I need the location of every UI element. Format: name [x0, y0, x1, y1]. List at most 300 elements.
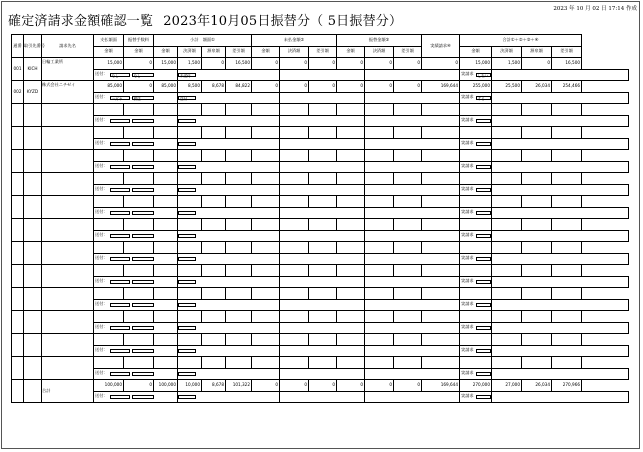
cell-v3a [154, 173, 178, 185]
blank-g4 [280, 299, 365, 311]
send-label: 送付： [95, 186, 108, 192]
cell-v5c [394, 311, 422, 323]
blank-g5 [365, 161, 460, 173]
col-g3: 小計 額面① [154, 35, 252, 47]
status-area [178, 185, 279, 196]
cell-v7a [460, 357, 492, 369]
blank-g7 [492, 115, 629, 127]
cell-v3b [178, 357, 202, 369]
cell-v2 [124, 104, 154, 116]
request-label: 実請求 [461, 209, 474, 215]
cell-v1 [94, 219, 124, 231]
table-row [12, 288, 629, 300]
cell-v2 [124, 311, 154, 323]
table-row-sub [12, 161, 629, 173]
col-g7-tax: 源泉額 [522, 46, 552, 58]
cell-v5a [337, 265, 365, 277]
request-area [460, 392, 491, 403]
row-no [12, 219, 24, 242]
row-code [24, 334, 42, 357]
status-area [178, 254, 279, 265]
cell-v6 [422, 357, 460, 369]
cell-v3a [154, 150, 178, 162]
request-area [460, 93, 491, 104]
request-label: 実請求 [461, 370, 474, 376]
row-code [24, 127, 42, 150]
delivery-box [132, 119, 154, 124]
cell-v2 [124, 334, 154, 346]
request-label: 実請求 [461, 347, 474, 353]
send-cell [94, 115, 178, 127]
send-area [94, 392, 177, 403]
request-box [476, 326, 491, 331]
cell-v4a [252, 242, 280, 254]
blank-g7 [492, 184, 629, 196]
blank-g7 [492, 161, 629, 173]
cell-v3c [202, 357, 226, 369]
cell-v5b [365, 334, 394, 346]
send-status-cell [178, 276, 280, 288]
row-code [24, 219, 42, 242]
cell-v4c [309, 357, 337, 369]
send-method-box [110, 303, 130, 308]
row-name: 株式会社ニチゼイ [42, 81, 94, 104]
cell-v7d [552, 127, 582, 139]
cell-v5c [394, 334, 422, 346]
cell-v6 [422, 288, 460, 300]
send-label: 送付： [95, 209, 108, 215]
cell-v5c: 0 [394, 58, 422, 70]
cell-v7d [552, 311, 582, 323]
cell-v5b [365, 104, 394, 116]
send-status-box [178, 280, 196, 285]
cell-v7b [492, 196, 522, 208]
cell-v6 [422, 311, 460, 323]
col-no: 通番 [12, 35, 24, 58]
row-name [42, 334, 94, 357]
blank-g5 [365, 69, 460, 81]
status-area [178, 70, 279, 81]
cell-v5c [394, 196, 422, 208]
table-row-sub [12, 322, 629, 334]
cell-v5b [365, 242, 394, 254]
cell-v7d [552, 219, 582, 231]
cell-v1 [94, 311, 124, 323]
cell-v3a: 15,000 [154, 58, 178, 70]
cell-v4c: 0 [309, 81, 337, 93]
row-no [12, 334, 24, 357]
table-row-sub [12, 230, 629, 242]
cell-v5c: 0 [394, 380, 422, 392]
cell-v4a [252, 334, 280, 346]
cell-v3a [154, 104, 178, 116]
request-area [460, 162, 491, 173]
cell-v4a: 0 [252, 81, 280, 93]
cell-v3b [178, 334, 202, 346]
send-label: 送付： [95, 94, 108, 100]
delivery-box: 郵送 [132, 96, 154, 101]
cell-v4b [280, 357, 309, 369]
delivery-box [132, 234, 154, 239]
send-status-cell [178, 391, 280, 403]
send-status-cell [178, 184, 280, 196]
request-box [476, 280, 491, 285]
cell-v4c [309, 334, 337, 346]
cell-v4a [252, 311, 280, 323]
cell-v6 [422, 334, 460, 346]
request-cell [460, 230, 492, 242]
send-label: 送付： [95, 71, 108, 77]
blank-g4 [280, 253, 365, 265]
cell-v7a [460, 288, 492, 300]
table-row [12, 173, 629, 185]
cell-v4c [309, 311, 337, 323]
row-code [24, 104, 42, 127]
table-row [12, 242, 629, 254]
cell-v4b [280, 311, 309, 323]
delivery-box [132, 395, 154, 400]
delivery-box [132, 165, 154, 170]
row-code [24, 173, 42, 196]
table-row [12, 150, 629, 162]
blank-g5 [365, 184, 460, 196]
col-g2: 振替手数料 [124, 35, 154, 47]
blank-g7 [492, 253, 629, 265]
request-box [476, 211, 491, 216]
blank-g7 [492, 69, 629, 81]
send-area [94, 254, 177, 265]
delivery-box [132, 349, 154, 354]
request-label: 実請求 [461, 278, 474, 284]
cell-v4c [309, 196, 337, 208]
send-status-box: 未送付 [178, 73, 196, 78]
row-name [42, 265, 94, 288]
request-box [476, 188, 491, 193]
row-name [42, 357, 94, 380]
request-label: 実請求 [461, 94, 474, 100]
table-row [12, 127, 629, 139]
cell-v5c [394, 288, 422, 300]
send-method-box [110, 211, 130, 216]
cell-v5b [365, 311, 394, 323]
cell-v7d: 16,500 [552, 58, 582, 70]
cell-v7c [522, 288, 552, 300]
cell-v1 [94, 288, 124, 300]
cell-v4b [280, 127, 309, 139]
cell-v7a [460, 127, 492, 139]
cell-v4c [309, 288, 337, 300]
cell-v4b [280, 334, 309, 346]
title-main: 確定済請求金額確認一覧 [8, 14, 154, 29]
request-cell [460, 391, 492, 403]
table-row [12, 311, 629, 323]
col-g4-fee: 決済額 [280, 46, 309, 58]
cell-v5b: 0 [365, 380, 394, 392]
row-code [24, 380, 42, 403]
cell-v3c: 8,678 [202, 380, 226, 392]
cell-v5c [394, 104, 422, 116]
cell-v3b: 1,500 [178, 58, 202, 70]
blank-g7 [492, 345, 629, 357]
send-method-box [110, 372, 130, 377]
cell-v5a [337, 127, 365, 139]
cell-v2 [124, 288, 154, 300]
request-cell [460, 253, 492, 265]
request-area [460, 300, 491, 311]
row-no: 001 [12, 58, 24, 81]
cell-v3d [226, 219, 252, 231]
send-cell [94, 207, 178, 219]
cell-v3d [226, 288, 252, 300]
cell-v5c [394, 265, 422, 277]
cell-v7c [522, 242, 552, 254]
row-no [12, 265, 24, 288]
cell-v3c [202, 242, 226, 254]
cell-v3c [202, 334, 226, 346]
cell-v5c [394, 357, 422, 369]
cell-v5a [337, 150, 365, 162]
cell-v3d [226, 265, 252, 277]
col-g3-tax: 源泉額 [202, 46, 226, 58]
row-no: 002 [12, 81, 24, 104]
row-code: KICH [24, 58, 42, 81]
cell-v3b [178, 150, 202, 162]
cell-v5a [337, 288, 365, 300]
send-method-box [110, 257, 130, 262]
cell-v6 [422, 196, 460, 208]
row-code [24, 242, 42, 265]
col-seikyu: 実績請求④ [422, 35, 460, 58]
cell-v3d [226, 173, 252, 185]
send-area [94, 116, 177, 127]
cell-v3c: 0 [202, 58, 226, 70]
cell-v7b [492, 127, 522, 139]
request-label: 実請求 [461, 117, 474, 123]
cell-v4a: 0 [252, 380, 280, 392]
send-method-box [110, 234, 130, 239]
request-cell [460, 276, 492, 288]
cell-v4a [252, 196, 280, 208]
request-area [460, 208, 491, 219]
cell-v1 [94, 196, 124, 208]
request-label: 実請求 [461, 393, 474, 399]
cell-v3d [226, 127, 252, 139]
table-row-sub [12, 299, 629, 311]
cell-v7a [460, 104, 492, 116]
send-method-box [110, 142, 130, 147]
cell-v1: 15,000 [94, 58, 124, 70]
send-area [94, 300, 177, 311]
cell-v7a [460, 196, 492, 208]
request-label: 実請求 [461, 140, 474, 146]
cell-v1: 100,000 [94, 380, 124, 392]
cell-v7d [552, 242, 582, 254]
send-status-cell [178, 138, 280, 150]
send-status-cell [178, 322, 280, 334]
table-row [12, 58, 629, 70]
send-area [94, 70, 177, 81]
cell-v7d [552, 357, 582, 369]
blank-g4 [280, 161, 365, 173]
send-method-box [110, 280, 130, 285]
request-area [460, 369, 491, 380]
request-label: 実請求 [461, 163, 474, 169]
blank-g4 [280, 230, 365, 242]
cell-v7c [522, 265, 552, 277]
send-status-box [178, 188, 196, 193]
cell-v5c [394, 219, 422, 231]
cell-v7a [460, 334, 492, 346]
blank-g5 [365, 253, 460, 265]
col-g1-amount: 金額 [94, 46, 124, 58]
row-code: KYZD [24, 81, 42, 104]
blank-g4 [280, 276, 365, 288]
send-area [94, 369, 177, 380]
row-code [24, 288, 42, 311]
send-label: 送付： [95, 301, 108, 307]
cell-v1 [94, 127, 124, 139]
send-label: 送付： [95, 232, 108, 238]
table-row [12, 219, 629, 231]
request-box [476, 395, 491, 400]
cell-v3c [202, 150, 226, 162]
send-area [94, 162, 177, 173]
send-method-box [110, 326, 130, 331]
cell-v1: 85,000 [94, 81, 124, 93]
cell-v3b [178, 104, 202, 116]
col-g5-net: 差引額 [394, 46, 422, 58]
send-area [94, 185, 177, 196]
status-area [178, 208, 279, 219]
row-name [42, 127, 94, 150]
cell-v3a [154, 242, 178, 254]
cell-v7c [522, 311, 552, 323]
send-cell [94, 299, 178, 311]
cell-v4a [252, 104, 280, 116]
cell-v3a: 85,000 [154, 81, 178, 93]
cell-v3b [178, 173, 202, 185]
row-name [42, 173, 94, 196]
cell-v4a [252, 150, 280, 162]
send-method-box [110, 395, 130, 400]
request-cell [460, 345, 492, 357]
blank-g7 [492, 207, 629, 219]
cell-v4a [252, 219, 280, 231]
cell-v4c [309, 104, 337, 116]
cell-v7b [492, 150, 522, 162]
cell-v4c: 0 [309, 380, 337, 392]
send-label: 送付： [95, 324, 108, 330]
send-status-box [178, 372, 196, 377]
cell-v2 [124, 150, 154, 162]
cell-v7b [492, 104, 522, 116]
cell-v5a: 0 [337, 380, 365, 392]
cell-v4b [280, 219, 309, 231]
row-name [42, 196, 94, 219]
row-no [12, 357, 24, 380]
row-name [42, 104, 94, 127]
request-box [476, 303, 491, 308]
status-area [178, 323, 279, 334]
cell-v4a [252, 265, 280, 277]
cell-v7a [460, 242, 492, 254]
col-g5-fee: 決済額 [365, 46, 394, 58]
cell-v3d [226, 334, 252, 346]
cell-v7d [552, 104, 582, 116]
send-method-box: なし [110, 73, 130, 78]
cell-v5b [365, 265, 394, 277]
cell-v5b [365, 219, 394, 231]
blank-g7 [492, 391, 629, 403]
send-status-box [178, 326, 196, 331]
cell-v2 [124, 242, 154, 254]
cell-v7d [552, 334, 582, 346]
cell-v1 [94, 357, 124, 369]
table-row [12, 104, 629, 116]
cell-v1 [94, 150, 124, 162]
status-area [178, 231, 279, 242]
table-row [12, 196, 629, 208]
request-cell [460, 207, 492, 219]
total-label: 合計 [42, 380, 94, 403]
request-area [460, 185, 491, 196]
cell-v7a [460, 150, 492, 162]
cell-v6 [422, 242, 460, 254]
request-box [476, 372, 491, 377]
cell-v3c [202, 265, 226, 277]
row-name [42, 242, 94, 265]
table-row-sub [12, 184, 629, 196]
col-g3-net: 差引額 [226, 46, 252, 58]
cell-v5b [365, 196, 394, 208]
delivery-box [132, 257, 154, 262]
cell-v3b [178, 311, 202, 323]
send-cell [94, 276, 178, 288]
status-area [178, 300, 279, 311]
table-row-sub [12, 253, 629, 265]
request-cell [460, 138, 492, 150]
request-cell [460, 161, 492, 173]
row-code [24, 265, 42, 288]
cell-v5a: 0 [337, 81, 365, 93]
row-code [24, 357, 42, 380]
status-area [178, 116, 279, 127]
send-status-box [178, 119, 196, 124]
cell-v4a [252, 127, 280, 139]
cell-v5a [337, 311, 365, 323]
delivery-box: なし [132, 73, 154, 78]
cell-v7c [522, 196, 552, 208]
cell-v5a [337, 196, 365, 208]
cell-v4c [309, 265, 337, 277]
request-label: 実請求 [461, 324, 474, 330]
request-box [476, 349, 491, 354]
cell-v7c [522, 357, 552, 369]
cell-v5c [394, 127, 422, 139]
cell-v3b [178, 219, 202, 231]
cell-v5c [394, 173, 422, 185]
cell-v3a [154, 288, 178, 300]
send-area [94, 139, 177, 150]
cell-v3d: 101,322 [226, 380, 252, 392]
delivery-box [132, 188, 154, 193]
blank-g4 [280, 322, 365, 334]
cell-v3b [178, 265, 202, 277]
cell-v4c [309, 242, 337, 254]
col-g7-amount: 金額 [460, 46, 492, 58]
cell-v7d: 254,466 [552, 81, 582, 93]
send-status-cell [178, 368, 280, 380]
